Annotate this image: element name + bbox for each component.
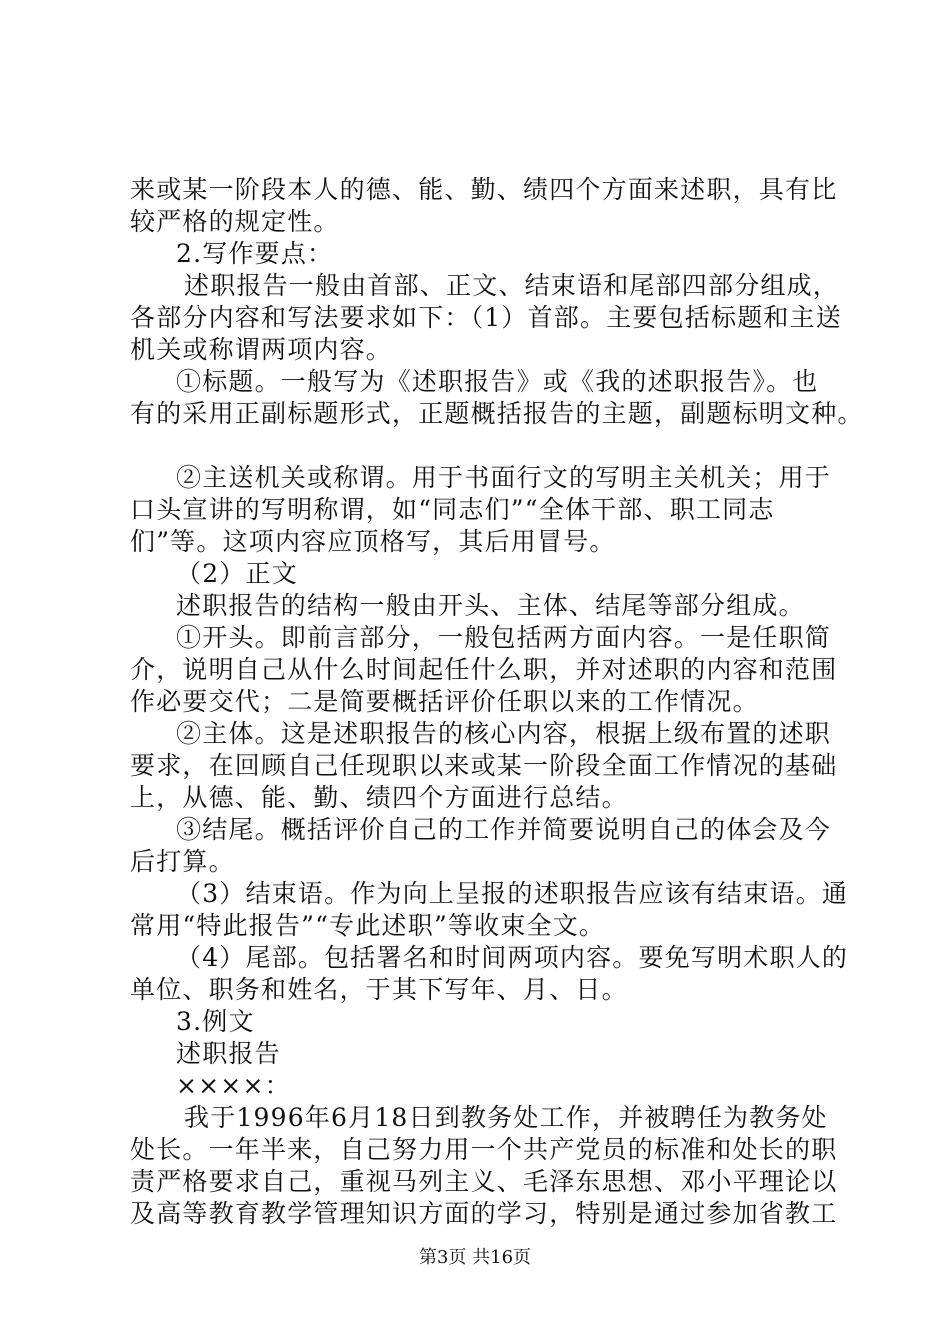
text-line: ××××： xyxy=(176,1071,291,1100)
text-line: 述职报告的结构一般由开头、主体、结尾等部分组成。 xyxy=(176,591,805,620)
text-line: ②主体。这是述职报告的核心内容，根据上级布置的述职 xyxy=(176,719,832,748)
text-line: 常用“特此报告”“专此述职”等收束全文。 xyxy=(130,911,606,940)
text-line: 处长。一年半来，自己努力用一个共产党员的标准和处长的职 xyxy=(130,1135,838,1164)
text-line: 责严格要求自己，重视马列主义、毛泽东思想、邓小平理论以 xyxy=(130,1167,838,1196)
text-line: （2）正文 xyxy=(176,559,298,588)
text-line: ②主送机关或称谓。用于书面行文的写明主关机关；用于 xyxy=(176,463,832,492)
text-line: 上，从德、能、勤、绩四个方面进行总结。 xyxy=(130,783,628,812)
text-line: 述职报告 xyxy=(176,1039,281,1068)
text-line: 们”等。这项内容应顶格写，其后用冒号。 xyxy=(130,527,616,556)
text-line: （3）结束语。作为向上呈报的述职报告应该有结束语。通 xyxy=(176,879,849,908)
text-line: 作必要交代；二是简要概括评价任职以来的工作情况。 xyxy=(130,687,759,716)
blank-line xyxy=(130,430,842,462)
page-footer: 第3页 共16页 xyxy=(418,1247,532,1268)
text-line: 来或某一阶段本人的德、能、勤、绩四个方面来述职，具有比 xyxy=(130,175,838,204)
text-line: 2.写作要点： xyxy=(176,239,334,268)
text-line: 3.例文 xyxy=(176,1007,255,1036)
text-line: 述职报告一般由首部、正文、结束语和尾部四部分组成， xyxy=(184,271,840,300)
text-line: 要求，在回顾自己任现职以来或某一阶段全面工作情况的基础 xyxy=(130,751,838,780)
text-line: 口头宣讲的写明称谓，如“同志们”“全体干部、职工同志 xyxy=(130,495,775,524)
text-line: 各部分内容和写法要求如下：（1）首部。主要包括标题和主送 xyxy=(130,303,843,332)
text-line: （4）尾部。包括署名和时间两项内容。要免写明术职人的 xyxy=(176,943,849,972)
text-line: ①标题。一般写为《述职报告》或《我的述职报告》。也 xyxy=(176,367,819,396)
document-body xyxy=(130,174,864,1230)
text-line: ③结尾。概括评价自己的工作并简要说明自己的体会及今 xyxy=(176,815,832,844)
text-line: 较严格的规定性。 xyxy=(130,207,340,236)
text-line: ①开头。即前言部分，一般包括两方面内容。一是任职简 xyxy=(176,623,832,652)
text-line: 我于1996年6月18日到教务处工作，并被聘任为教务处 xyxy=(184,1103,828,1132)
text-line: 机关或称谓两项内容。 xyxy=(130,335,393,364)
text-line: 有的采用正副标题形式，正题概括报告的主题，副题标明文种。 xyxy=(130,399,864,428)
text-line: 后打算。 xyxy=(130,847,235,876)
text-line: 单位、职务和姓名，于其下写年、月、日。 xyxy=(130,975,628,1004)
text-line: 介，说明自己从什么时间起任什么职，并对述职的内容和范围 xyxy=(130,655,838,684)
text-line: 及高等教育教学管理知识方面的学习，特别是通过参加省教工 xyxy=(130,1199,838,1228)
